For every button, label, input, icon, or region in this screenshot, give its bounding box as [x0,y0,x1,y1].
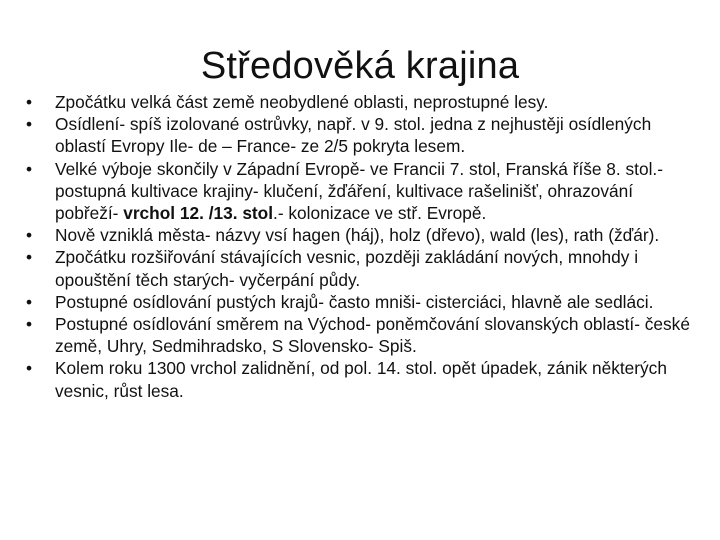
bullet-item [26,158,698,225]
bullet-icon: • [26,358,33,379]
bullet-icon: • [26,114,33,135]
bullet-icon: • [26,291,33,312]
bullet-text: Postupné osídlování směrem na Východ- poněmčování slovanských oblastí- české země, Uhry, Sedmihradsko, S Slovensko- Spiš. [55,314,690,357]
bullet-item [26,246,698,290]
bullet-text: Nově vzniklá města- názvy vsí hagen (háj), holz (dřevo), wald (les), rath (žďár). [55,225,660,246]
bullet-item [26,313,698,357]
bullet-text: Zpočátku rozšiřování stávajících vesnic, později zakládání nových, mnohdy i opouštění těch starých- vyčerpání půdy. [55,247,639,290]
bullet-icon: • [26,225,33,246]
bullet-list [26,91,698,402]
bullet-text: Osídlení- spíš izolované ostrůvky, např. v 9. stol. jedna z nejhustěji osídlených oblastí Evropy Ile- de – France- ze 2/5 pokryta lesem. [55,114,652,157]
bullet-text-part: .- kolonizace ve stř. Evropě. [273,203,487,224]
bullet-icon: • [26,92,33,112]
bullet-text-bold: vrchol 12. /13. stol [123,203,274,224]
bullet-item [26,224,698,246]
bullet-text: Kolem roku 1300 vrchol zalidnění, od pol. 14. stol. opět úpadek, zánik některých vesnic, růst lesa. [55,358,667,401]
bullet-text: Postupné osídlování pustých krajů- často mniši- cisterciáci, hlavně ale sedláci. [55,291,654,312]
bullet-icon: • [26,314,33,335]
bullet-item [26,357,698,401]
bullet-text-part: Velké výboje skončily v Západní Evropě- ve Francii 7. stol, Franská říše 8. stol.- postupná kultivace krajiny- klučení, žďáření, kultivace rašelinišť, ohrazování pobřeží- [55,158,663,224]
bullet-item [26,113,698,157]
bullet-item [26,291,698,313]
bullet-text: Zpočátku velká část země neobydlené oblasti, neprostupné lesy. [55,92,549,112]
bullet-icon: • [26,247,33,268]
slide-title: Středověká krajina [200,45,520,87]
bullet-item [26,91,698,113]
bullet-icon: • [26,158,33,179]
